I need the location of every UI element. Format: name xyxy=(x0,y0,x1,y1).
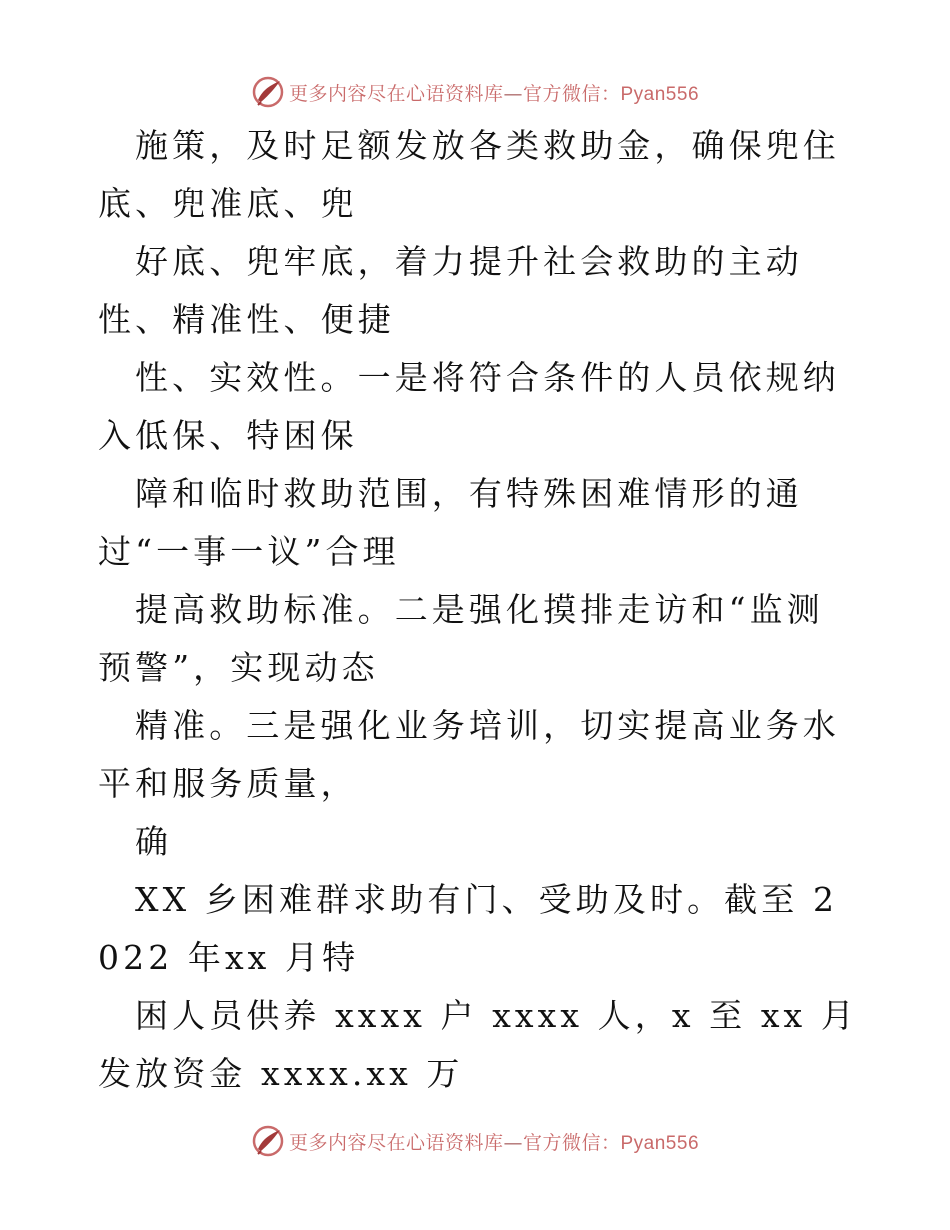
paragraph: 性、实效性。一是将符合条件的人员依规纳入低保、特困保 xyxy=(98,358,840,455)
paragraph: 困人员供养 xxxx 户 xxxx 人，x 至 xx 月发放资金 xxxx.xx 万 xyxy=(98,996,858,1093)
watermark-wechat-id: Pyan556 xyxy=(620,83,700,105)
watermark-wechat-label: 官方微信： xyxy=(522,1131,621,1154)
paragraph: 施策，及时足额发放各类救助金，确保兜住底、兜准底、兜 xyxy=(98,126,840,223)
paragraph: 好底、兜牢底，着力提升社会救助的主动性、精准性、便捷 xyxy=(98,242,803,339)
header-watermark xyxy=(0,72,950,112)
paragraph: 提高救助标准。二是强化摸排走访和“监测预警”，实现动态 xyxy=(98,590,824,687)
paragraph: 障和临时救助范围，有特殊困难情形的通过“一事一议”合理 xyxy=(98,474,803,571)
watermark-text xyxy=(289,79,699,106)
footer-watermark xyxy=(0,1121,950,1161)
watermark-text xyxy=(289,1128,699,1155)
watermark-wechat-id: Pyan556 xyxy=(620,1132,700,1154)
paragraph: 确 xyxy=(135,822,173,861)
paragraph: 精准。三是强化业务培训，切实提高业务水平和服务质量， xyxy=(98,706,840,803)
pen-logo-icon xyxy=(251,1124,285,1158)
watermark-separator: — xyxy=(503,1131,523,1154)
pen-logo-icon xyxy=(251,75,285,109)
document-body xyxy=(98,117,858,1103)
watermark-wechat-label: 官方微信： xyxy=(522,82,621,105)
watermark-separator: — xyxy=(503,82,523,105)
watermark-main: 更多内容尽在心语资料库 xyxy=(288,82,504,105)
paragraph: XX 乡困难群求助有门、受助及时。截至 2022 年xx 月特 xyxy=(98,880,839,977)
watermark-main: 更多内容尽在心语资料库 xyxy=(288,1131,504,1154)
